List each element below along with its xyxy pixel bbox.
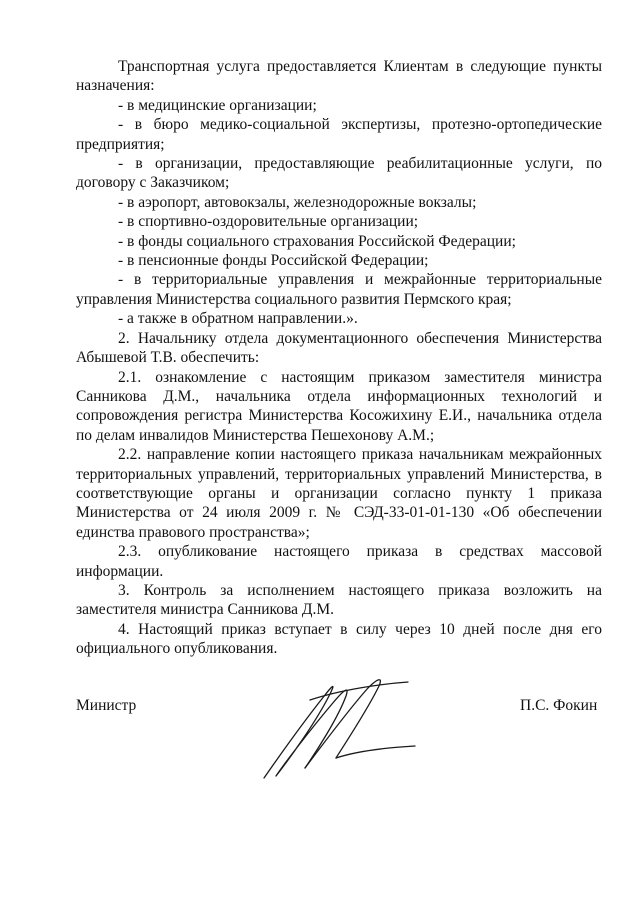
list-item-return: - а также в обратном направлении.». (118, 310, 358, 328)
clause-3: 3. Контроль за исполнением настоящего приказа возложить на заместителя министра Санникова Д.М. (76, 581, 602, 619)
paragraph-destinations-intro: Транспортная услуга предоставляется Клиентам в следующие пункты назначения: (76, 58, 602, 95)
handwritten-signature (250, 660, 420, 790)
list-item-rehabilitation: - в организации, предоставляющие реабилитационные услуги, по договору с Заказчиком; (76, 155, 602, 192)
list-item-pension-funds: - в пенсионные фонды Российской Федерации; (118, 252, 429, 270)
list-item-territorial-offices: - в территориальные управления и межрайонные территориальные управления Министерства социального развития Пермского края; (76, 271, 602, 308)
clause-2-1: 2.1. ознакомление с настоящим приказом заместителя министра Санникова Д.М., начальника отдела информационных технологий и сопровождения регистра Министерства Косожихину Е.И., начальника отдела по делам инвалидов Министерства Пешехонову А.М.; (76, 368, 602, 444)
list-item-sports: - в спортивно-оздоровительные организации; (118, 213, 419, 231)
document-body (76, 57, 602, 659)
list-item-social-insurance: - в фонды социального страхования Российской Федерации; (118, 232, 516, 250)
list-item-transport-hubs: - в аэропорт, автовокзалы, железнодорожные вокзалы; (118, 193, 477, 211)
clause-4: 4. Настоящий приказ вступает в силу через 10 дней после дня его официального опубликования. (76, 620, 602, 658)
signer-position: Министр (76, 697, 137, 714)
clause-2: 2. Начальнику отдела документационного обеспечения Министерства Абышевой Т.В. обеспечить: (76, 329, 602, 367)
clause-2-2: 2.2. направление копии настоящего приказа начальникам межрайонных территориальных управлений, территориальных управлений Министерства, в соответствующие органы и организации согласно пункту 1 приказа Министерства от 24 июля 2009 г. № СЭД-33-01-01-130 «Об обеспечении единства правового пространства»; (76, 446, 602, 541)
signer-name: П.С. Фокин (520, 697, 598, 714)
list-item-mse-bureau: - в бюро медико-социальной экспертизы, протезно-ортопедические предприятия; (76, 116, 602, 153)
list-item-medical: - в медицинские организации; (118, 96, 317, 114)
clause-2-3: 2.3. опубликование настоящего приказа в средствах массовой информации. (76, 543, 602, 580)
